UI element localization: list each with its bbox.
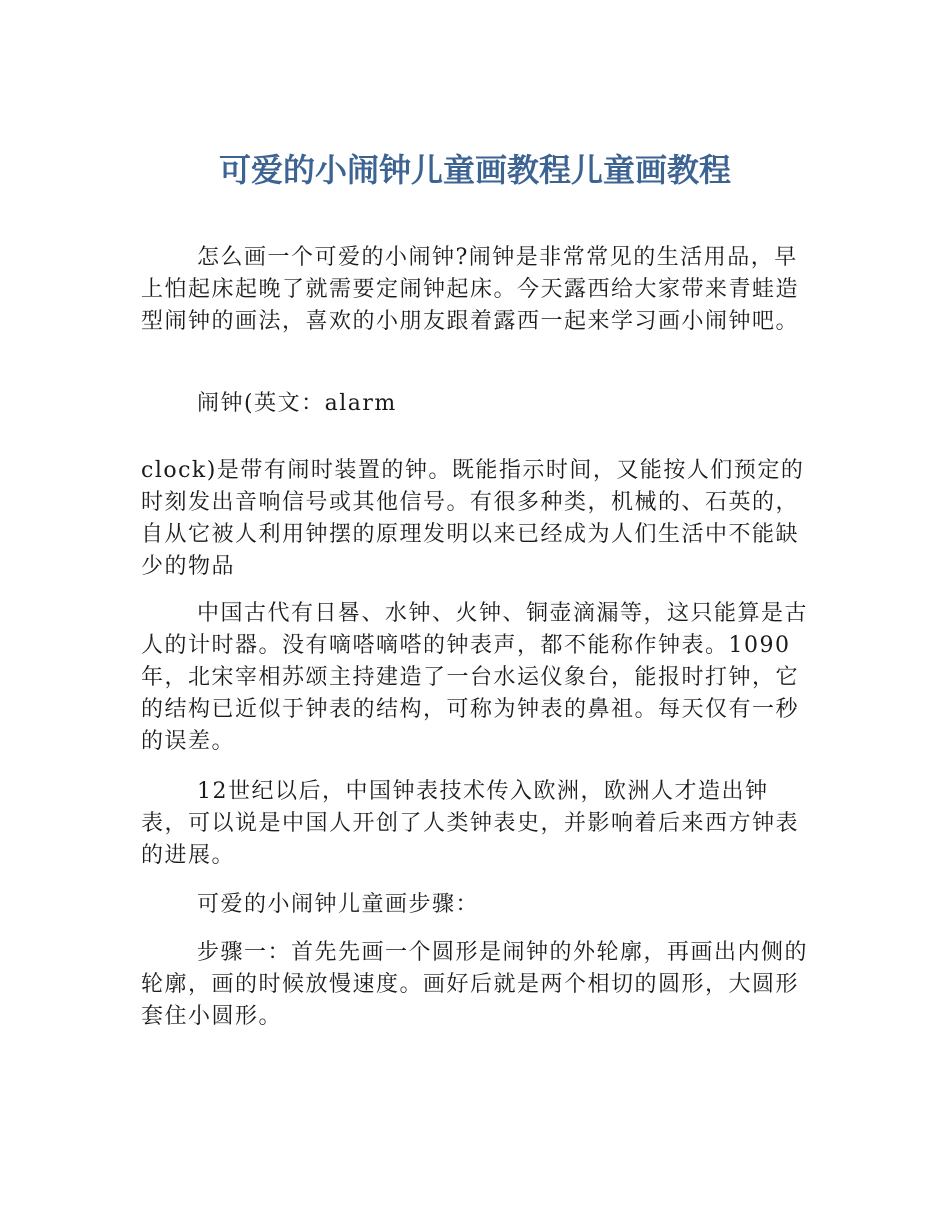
paragraph-europe: 12世纪以后，中国钟表技术传入欧洲，欧洲人才造出钟表，可以说是中国人开创了人类钟表史，并影响着后来西方钟表的进展。	[141, 779, 800, 868]
paragraph-ancient-china: 中国古代有日晷、水钟、火钟、铜壶滴漏等，这只能算是古人的计时器。没有嘀嗒嘀嗒的钟表声，都不能称作钟表。1090年，北宋宰相苏颂主持建造了一台水运仪象台，能报时打钟，它的结构已近似于钟表的结构，可称为钟表的鼻祖。每天仅有一秒的误差。	[141, 601, 809, 754]
paragraph-alarm-definition-start: 闹钟(英文：alarm	[197, 391, 397, 416]
paragraph-steps-heading: 可爱的小闹钟儿童画步骤：	[197, 892, 480, 917]
paragraph-step-one: 步骤一：首先先画一个圆形是闹钟的外轮廓，再画出内侧的轮廓，画的时候放慢速度。画好后就是两个相切的圆形，大圆形套住小圆形。	[141, 940, 809, 1029]
paragraph-alarm-definition: clock)是带有闹时装置的钟。既能指示时间，又能按人们预定的时刻发出音响信号或其他信号。有很多种类，机械的、石英的，自从它被人利用钟摆的原理发明以来已经成为人们生活中不能缺少的物品	[141, 458, 805, 579]
paragraph-intro: 怎么画一个可爱的小闹钟?闹钟是非常常见的生活用品，早上怕起床起晚了就需要定闹钟起床。今天露西给大家带来青蛙造型闹钟的画法，喜欢的小朋友跟着露西一起来学习画小闹钟吧。	[141, 245, 800, 334]
document-title: 可爱的小闹钟儿童画教程儿童画教程	[218, 151, 731, 189]
